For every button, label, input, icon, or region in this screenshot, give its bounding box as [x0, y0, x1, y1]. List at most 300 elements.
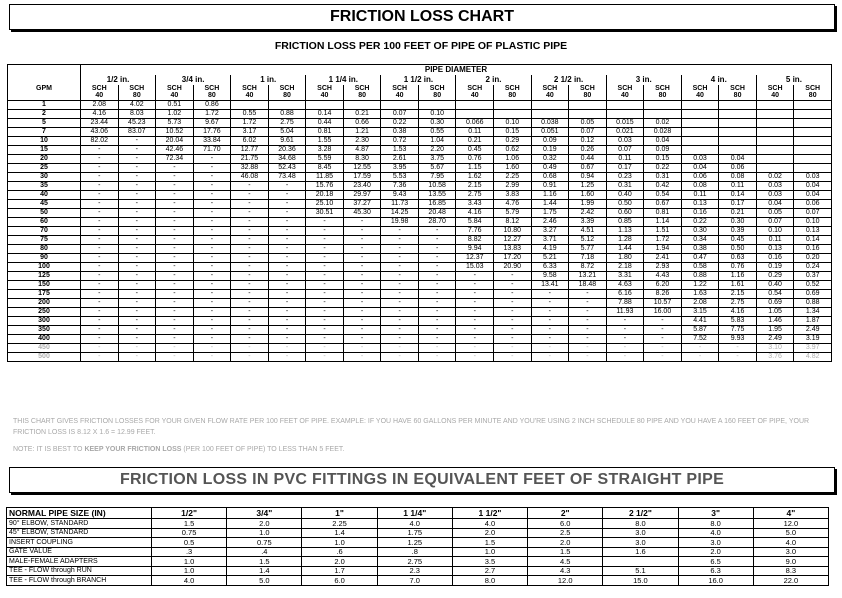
- table-row: [8, 217, 832, 226]
- fitting-row: [7, 576, 829, 586]
- friction-loss-cell: -: [156, 226, 194, 235]
- friction-loss-cell: [719, 127, 757, 136]
- friction-loss-cell: 0.11: [756, 235, 794, 244]
- friction-loss-cell: 0.04: [756, 199, 794, 208]
- friction-loss-cell: -: [193, 316, 231, 325]
- friction-loss-cell: 12.27: [494, 235, 532, 244]
- friction-loss-cell: -: [193, 154, 231, 163]
- friction-loss-cell: -: [569, 307, 607, 316]
- friction-loss-cell: -: [193, 253, 231, 262]
- friction-loss-cell: 9.94: [456, 244, 494, 253]
- friction-loss-cell: 0.22: [381, 118, 419, 127]
- fitting-row: [7, 557, 829, 567]
- friction-loss-cell: 0.69: [794, 289, 832, 298]
- friction-loss-cell: -: [381, 262, 419, 271]
- fitting-size-header: 1 1/4": [377, 508, 452, 519]
- gpm-cell: 175: [8, 289, 81, 298]
- friction-loss-cell: -: [81, 226, 119, 235]
- schedule-header: [681, 85, 719, 100]
- friction-loss-cell: -: [569, 334, 607, 343]
- friction-loss-cell: -: [644, 316, 682, 325]
- friction-loss-cell: 4.19: [531, 244, 569, 253]
- friction-loss-cell: 0.11: [719, 181, 757, 190]
- friction-loss-cell: 1.14: [644, 217, 682, 226]
- friction-loss-cell: [794, 109, 832, 118]
- friction-loss-cell: -: [156, 325, 194, 334]
- friction-loss-cell: -: [456, 289, 494, 298]
- friction-loss-cell: -: [606, 325, 644, 334]
- friction-loss-cell: 2.15: [719, 289, 757, 298]
- friction-loss-cell: -: [231, 235, 269, 244]
- friction-loss-cell: -: [118, 307, 156, 316]
- friction-loss-cell: -: [381, 334, 419, 343]
- equivalent-feet-cell: 1.4: [302, 528, 377, 538]
- gpm-header-label: GPM: [36, 85, 52, 92]
- friction-loss-cell: 1.60: [494, 163, 532, 172]
- friction-loss-cell: [794, 154, 832, 163]
- fitting-name-cell: TEE - FLOW through BRANCH: [7, 576, 152, 586]
- friction-loss-cell: 16.85: [418, 199, 456, 208]
- chart-title-text: FRICTION LOSS CHART: [330, 8, 514, 25]
- friction-loss-cell: [681, 127, 719, 136]
- friction-loss-cell: 29.97: [343, 190, 381, 199]
- friction-loss-cell: -: [268, 199, 306, 208]
- friction-loss-cell: -: [494, 334, 532, 343]
- table-row: [8, 298, 832, 307]
- friction-loss-cell: -: [193, 172, 231, 181]
- equivalent-feet-cell: 2.5: [528, 528, 603, 538]
- equivalent-feet-cell: 1.5: [227, 557, 302, 567]
- friction-loss-cell: 1.87: [794, 316, 832, 325]
- friction-loss-cell: 9.93: [719, 334, 757, 343]
- equivalent-feet-cell: 1.6: [603, 547, 678, 557]
- friction-loss-cell: [343, 100, 381, 109]
- friction-loss-cell: -: [118, 235, 156, 244]
- friction-loss-cell: 3.83: [494, 190, 532, 199]
- table-row: [8, 127, 832, 136]
- friction-loss-cell: -: [343, 262, 381, 271]
- equivalent-feet-cell: 1.5: [152, 519, 227, 529]
- friction-loss-cell: -: [81, 181, 119, 190]
- equivalent-feet-cell: 12.0: [528, 576, 603, 586]
- friction-loss-cell: -: [156, 352, 194, 361]
- friction-loss-cell: 0.54: [644, 190, 682, 199]
- friction-loss-cell: 0.49: [531, 163, 569, 172]
- friction-loss-cell: 0.03: [606, 136, 644, 145]
- friction-loss-cell: -: [268, 307, 306, 316]
- friction-loss-cell: 0.55: [231, 109, 269, 118]
- table-row: [8, 325, 832, 334]
- friction-loss-cell: 1.44: [531, 199, 569, 208]
- friction-loss-cell: -: [118, 316, 156, 325]
- friction-loss-cell: 3.76: [756, 352, 794, 361]
- friction-loss-cell: 37.27: [343, 199, 381, 208]
- friction-loss-cell: [606, 100, 644, 109]
- friction-loss-cell: 0.11: [456, 127, 494, 136]
- equivalent-feet-cell: 1.5: [528, 547, 603, 557]
- friction-loss-cell: 30.51: [306, 208, 344, 217]
- friction-loss-cell: 32.88: [231, 163, 269, 172]
- friction-loss-cell: -: [193, 208, 231, 217]
- friction-loss-cell: -: [606, 352, 644, 361]
- equivalent-feet-cell: 6.0: [528, 519, 603, 529]
- chart-subtitle: FRICTION LOSS PER 100 FEET OF PIPE OF PLASTIC PIPE: [274, 40, 568, 52]
- friction-loss-cell: 10.58: [418, 181, 456, 190]
- gpm-cell: 250: [8, 307, 81, 316]
- equivalent-feet-cell: 1.75: [377, 528, 452, 538]
- friction-loss-cell: -: [494, 280, 532, 289]
- friction-loss-cell: 0.54: [756, 289, 794, 298]
- friction-loss-cell: 3.15: [681, 307, 719, 316]
- friction-loss-cell: -: [268, 289, 306, 298]
- friction-loss-cell: -: [381, 235, 419, 244]
- best-note-suffix: (PER 100 FEET OF PIPE) TO LESS THAN 5 FEET.: [181, 446, 345, 453]
- friction-loss-cell: 0.16: [756, 253, 794, 262]
- friction-loss-cell: 1.28: [606, 235, 644, 244]
- friction-loss-cell: 1.72: [231, 118, 269, 127]
- gpm-header: [8, 85, 81, 100]
- equivalent-feet-cell: 0.75: [227, 538, 302, 548]
- gpm-cell: 80: [8, 244, 81, 253]
- friction-loss-cell: 0.30: [719, 217, 757, 226]
- friction-loss-cell: -: [81, 208, 119, 217]
- friction-loss-cell: 0.88: [681, 271, 719, 280]
- friction-loss-cell: 1.06: [494, 154, 532, 163]
- gpm-cell: 75: [8, 235, 81, 244]
- friction-loss-cell: -: [156, 334, 194, 343]
- friction-loss-cell: 73.48: [268, 172, 306, 181]
- friction-loss-cell: 0.21: [343, 109, 381, 118]
- friction-loss-cell: -: [343, 253, 381, 262]
- example-note: THIS CHART GIVES FRICTION LOSSES FOR YOUR GIVEN FLOW RATE PER 100 FEET OF PIPE. EXAMPLE: IF YOU HAVE 60 GALLONS PER MINUTE AND YOU'RE USING 2 INCH SCHEDULE 80 PIPE AND YOU HAVE A 160 FEET OF PIPE, YOUR FRICTION LOSS IS 8.12 X 1.6 = 12.99 FEET.: [13, 418, 810, 436]
- fitting-size-header: 2": [528, 508, 603, 519]
- friction-loss-cell: -: [494, 325, 532, 334]
- friction-loss-cell: -: [418, 352, 456, 361]
- friction-loss-cell: -: [531, 334, 569, 343]
- fitting-size-header: 2 1/2": [603, 508, 678, 519]
- chart-title: [9, 4, 835, 30]
- schedule-header: [606, 85, 644, 100]
- table-row: [8, 235, 832, 244]
- gpm-cell: 35: [8, 181, 81, 190]
- pipe-size-header: 5 in.: [756, 75, 831, 85]
- friction-loss-cell: -: [81, 307, 119, 316]
- table-row: [8, 100, 832, 109]
- friction-loss-cell: [794, 100, 832, 109]
- friction-loss-cell: 0.34: [681, 235, 719, 244]
- friction-loss-cell: -: [381, 298, 419, 307]
- friction-loss-cell: 0.038: [531, 118, 569, 127]
- friction-loss-cell: 1.53: [381, 145, 419, 154]
- friction-loss-cell: [756, 118, 794, 127]
- friction-loss-cell: 15.03: [456, 262, 494, 271]
- friction-loss-cell: -: [569, 343, 607, 352]
- friction-loss-cell: 0.10: [418, 109, 456, 118]
- friction-loss-cell: 45.23: [118, 118, 156, 127]
- friction-loss-cell: -: [118, 172, 156, 181]
- friction-loss-cell: 1.75: [531, 208, 569, 217]
- friction-loss-cell: 3.19: [794, 334, 832, 343]
- friction-loss-cell: 82.02: [81, 136, 119, 145]
- table-row: [8, 316, 832, 325]
- friction-loss-cell: [756, 100, 794, 109]
- friction-loss-cell: 0.60: [606, 208, 644, 217]
- equivalent-feet-cell: 2.3: [377, 566, 452, 576]
- schedule-number: 80: [433, 92, 442, 100]
- gpm-header-spacer: [8, 65, 81, 76]
- friction-loss-cell: -: [118, 163, 156, 172]
- friction-loss-cell: 6.20: [644, 280, 682, 289]
- schedule-number: 80: [508, 92, 517, 100]
- best-note-prefix: NOTE: IT IS BEST TO: [13, 446, 85, 453]
- table-row: [8, 253, 832, 262]
- table-row: [8, 262, 832, 271]
- friction-loss-cell: 0.55: [418, 127, 456, 136]
- friction-loss-cell: 0.04: [794, 181, 832, 190]
- friction-loss-cell: 20.48: [418, 208, 456, 217]
- friction-loss-cell: -: [343, 343, 381, 352]
- friction-loss-cell: 4.41: [681, 316, 719, 325]
- friction-loss-cell: [719, 118, 757, 127]
- friction-loss-cell: [418, 100, 456, 109]
- friction-loss-cell: 0.19: [531, 145, 569, 154]
- friction-loss-cell: 7.36: [381, 181, 419, 190]
- equivalent-feet-cell: 8.0: [452, 576, 527, 586]
- friction-loss-cell: 2.49: [756, 334, 794, 343]
- friction-loss-cell: 0.14: [794, 235, 832, 244]
- friction-loss-cell: 2.25: [494, 172, 532, 181]
- friction-loss-cell: 3.31: [606, 271, 644, 280]
- schedule-prefix: SCH: [204, 85, 220, 92]
- friction-loss-cell: [456, 109, 494, 118]
- friction-loss-cell: -: [456, 298, 494, 307]
- friction-loss-cell: 12.77: [231, 145, 269, 154]
- fittings-table: [6, 507, 829, 586]
- schedule-prefix: SCH: [579, 85, 595, 92]
- friction-loss-cell: -: [306, 289, 344, 298]
- friction-loss-table: [7, 64, 832, 362]
- friction-loss-cell: -: [306, 343, 344, 352]
- friction-loss-cell: -: [156, 253, 194, 262]
- friction-loss-cell: -: [268, 316, 306, 325]
- friction-loss-cell: -: [231, 325, 269, 334]
- friction-loss-cell: 2.49: [794, 325, 832, 334]
- friction-loss-cell: 7.76: [456, 226, 494, 235]
- friction-loss-cell: 0.32: [531, 154, 569, 163]
- friction-loss-cell: 21.75: [231, 154, 269, 163]
- table-row: [8, 343, 832, 352]
- friction-loss-cell: -: [719, 343, 757, 352]
- schedule-number: 40: [696, 92, 704, 100]
- friction-loss-cell: -: [381, 343, 419, 352]
- friction-loss-cell: 5.04: [268, 127, 306, 136]
- schedule-prefix: SCH: [617, 85, 633, 92]
- friction-loss-cell: -: [268, 226, 306, 235]
- friction-loss-cell: -: [156, 181, 194, 190]
- friction-loss-cell: -: [306, 271, 344, 280]
- friction-loss-cell: 2.61: [381, 154, 419, 163]
- friction-loss-cell: 3.17: [231, 127, 269, 136]
- equivalent-feet-cell: 0.5: [152, 538, 227, 548]
- friction-loss-cell: 25.10: [306, 199, 344, 208]
- friction-loss-cell: [719, 109, 757, 118]
- friction-loss-cell: -: [343, 325, 381, 334]
- schedule-prefix: SCH: [730, 85, 745, 92]
- equivalent-feet-cell: 3.0: [678, 538, 753, 548]
- equivalent-feet-cell: 5.0: [227, 576, 302, 586]
- equivalent-feet-cell: 2.25: [302, 519, 377, 529]
- friction-loss-cell: -: [231, 298, 269, 307]
- friction-loss-cell: 43.06: [81, 127, 119, 136]
- schedule-number: 80: [583, 92, 592, 100]
- friction-loss-cell: 2.75: [268, 118, 306, 127]
- equivalent-feet-cell: 4.0: [753, 538, 828, 548]
- table-row: [8, 307, 832, 316]
- equivalent-feet-cell: 6.0: [302, 576, 377, 586]
- fitting-size-header: 1 1/2": [452, 508, 527, 519]
- friction-loss-cell: -: [531, 343, 569, 352]
- friction-loss-cell: [644, 109, 682, 118]
- friction-loss-cell: 0.81: [644, 208, 682, 217]
- friction-loss-cell: 0.30: [418, 118, 456, 127]
- friction-loss-cell: 5.87: [681, 325, 719, 334]
- friction-loss-cell: 8.82: [456, 235, 494, 244]
- friction-loss-cell: -: [494, 343, 532, 352]
- friction-loss-cell: [569, 100, 607, 109]
- friction-loss-cell: -: [193, 352, 231, 361]
- friction-loss-cell: 8.26: [644, 289, 682, 298]
- friction-loss-cell: 0.42: [644, 181, 682, 190]
- friction-loss-cell: 4.82: [794, 352, 832, 361]
- friction-loss-cell: -: [193, 289, 231, 298]
- friction-loss-cell: 0.37: [794, 271, 832, 280]
- friction-loss-cell: 0.66: [343, 118, 381, 127]
- friction-loss-cell: 34.68: [268, 154, 306, 163]
- friction-loss-cell: -: [494, 289, 532, 298]
- friction-loss-cell: -: [306, 325, 344, 334]
- friction-loss-cell: 12.37: [456, 253, 494, 262]
- friction-loss-cell: 0.06: [794, 199, 832, 208]
- table-row: [8, 109, 832, 118]
- friction-loss-cell: -: [418, 253, 456, 262]
- friction-loss-cell: 4.16: [456, 208, 494, 217]
- friction-loss-cell: 0.03: [756, 181, 794, 190]
- equivalent-feet-cell: 4.5: [528, 557, 603, 567]
- friction-loss-cell: [231, 100, 269, 109]
- friction-loss-cell: [681, 145, 719, 154]
- gpm-cell: 400: [8, 334, 81, 343]
- gpm-cell: 200: [8, 298, 81, 307]
- friction-loss-cell: -: [306, 262, 344, 271]
- friction-loss-cell: -: [644, 352, 682, 361]
- friction-loss-cell: 42.46: [156, 145, 194, 154]
- friction-loss-cell: 0.50: [719, 244, 757, 253]
- fitting-name-cell: TEE - FLOW through RUN: [7, 566, 152, 576]
- friction-loss-cell: 2.99: [494, 181, 532, 190]
- friction-loss-cell: 1.72: [644, 235, 682, 244]
- friction-loss-cell: 0.04: [719, 154, 757, 163]
- friction-loss-cell: -: [343, 307, 381, 316]
- friction-loss-cell: -: [81, 190, 119, 199]
- friction-loss-cell: 0.09: [531, 136, 569, 145]
- friction-loss-cell: 0.21: [456, 136, 494, 145]
- best-note-emphasis: KEEP YOUR FRICTION LOSS: [84, 446, 182, 453]
- friction-loss-cell: [681, 109, 719, 118]
- friction-loss-cell: 13.83: [494, 244, 532, 253]
- friction-loss-cell: -: [81, 199, 119, 208]
- friction-loss-cell: [644, 100, 682, 109]
- friction-loss-cell: 0.07: [381, 109, 419, 118]
- schedule-prefix: SCH: [129, 85, 145, 92]
- schedule-number: 40: [621, 92, 629, 100]
- fittings-title: [9, 467, 835, 493]
- fitting-row: [7, 519, 829, 529]
- friction-loss-cell: -: [306, 244, 344, 253]
- friction-loss-cell: -: [118, 199, 156, 208]
- friction-loss-cell: 8.30: [343, 154, 381, 163]
- friction-loss-cell: 0.13: [756, 244, 794, 253]
- schedule-header: [343, 85, 381, 100]
- schedule-header: [118, 85, 156, 100]
- friction-loss-cell: -: [156, 163, 194, 172]
- gpm-cell: 1: [8, 100, 81, 109]
- schedule-prefix: SCH: [805, 85, 821, 92]
- schedule-number: 40: [771, 92, 780, 100]
- friction-loss-cell: -: [231, 307, 269, 316]
- friction-loss-cell: -: [81, 244, 119, 253]
- friction-loss-cell: 1.62: [456, 172, 494, 181]
- friction-loss-cell: 0.44: [306, 118, 344, 127]
- equivalent-feet-cell: 22.0: [753, 576, 828, 586]
- friction-loss-cell: 20.04: [156, 136, 194, 145]
- friction-loss-cell: 8.03: [118, 109, 156, 118]
- equivalent-feet-cell: 15.0: [603, 576, 678, 586]
- friction-loss-cell: 0.51: [156, 100, 194, 109]
- friction-loss-cell: -: [193, 244, 231, 253]
- friction-loss-cell: -: [193, 325, 231, 334]
- friction-loss-cell: -: [268, 244, 306, 253]
- friction-loss-cell: 0.066: [456, 118, 494, 127]
- equivalent-feet-cell: 16.0: [678, 576, 753, 586]
- schedule-header: [418, 85, 456, 100]
- schedule-prefix: SCH: [692, 85, 708, 92]
- fitting-name-cell: 45° ELBOW, STANDARD: [7, 528, 152, 538]
- equivalent-feet-cell: 1.7: [302, 566, 377, 576]
- friction-loss-cell: -: [306, 298, 344, 307]
- friction-loss-cell: 4.87: [343, 145, 381, 154]
- friction-loss-cell: 2.75: [719, 298, 757, 307]
- friction-loss-cell: -: [193, 190, 231, 199]
- friction-loss-cell: 0.24: [794, 262, 832, 271]
- friction-loss-cell: 0.23: [606, 172, 644, 181]
- friction-loss-cell: 1.22: [681, 280, 719, 289]
- friction-loss-cell: -: [606, 334, 644, 343]
- friction-loss-cell: 1.46: [756, 316, 794, 325]
- friction-loss-cell: -: [118, 226, 156, 235]
- friction-loss-cell: 0.38: [681, 244, 719, 253]
- gpm-cell: 20: [8, 154, 81, 163]
- friction-loss-cell: -: [343, 244, 381, 253]
- friction-loss-cell: -: [418, 316, 456, 325]
- friction-loss-cell: 1.80: [606, 253, 644, 262]
- friction-loss-cell: -: [418, 262, 456, 271]
- friction-loss-cell: 9.58: [531, 271, 569, 280]
- friction-loss-cell: -: [81, 253, 119, 262]
- friction-loss-cell: 0.22: [644, 163, 682, 172]
- friction-loss-cell: -: [231, 262, 269, 271]
- friction-loss-cell: 0.07: [569, 127, 607, 136]
- schedule-prefix: SCH: [354, 85, 370, 92]
